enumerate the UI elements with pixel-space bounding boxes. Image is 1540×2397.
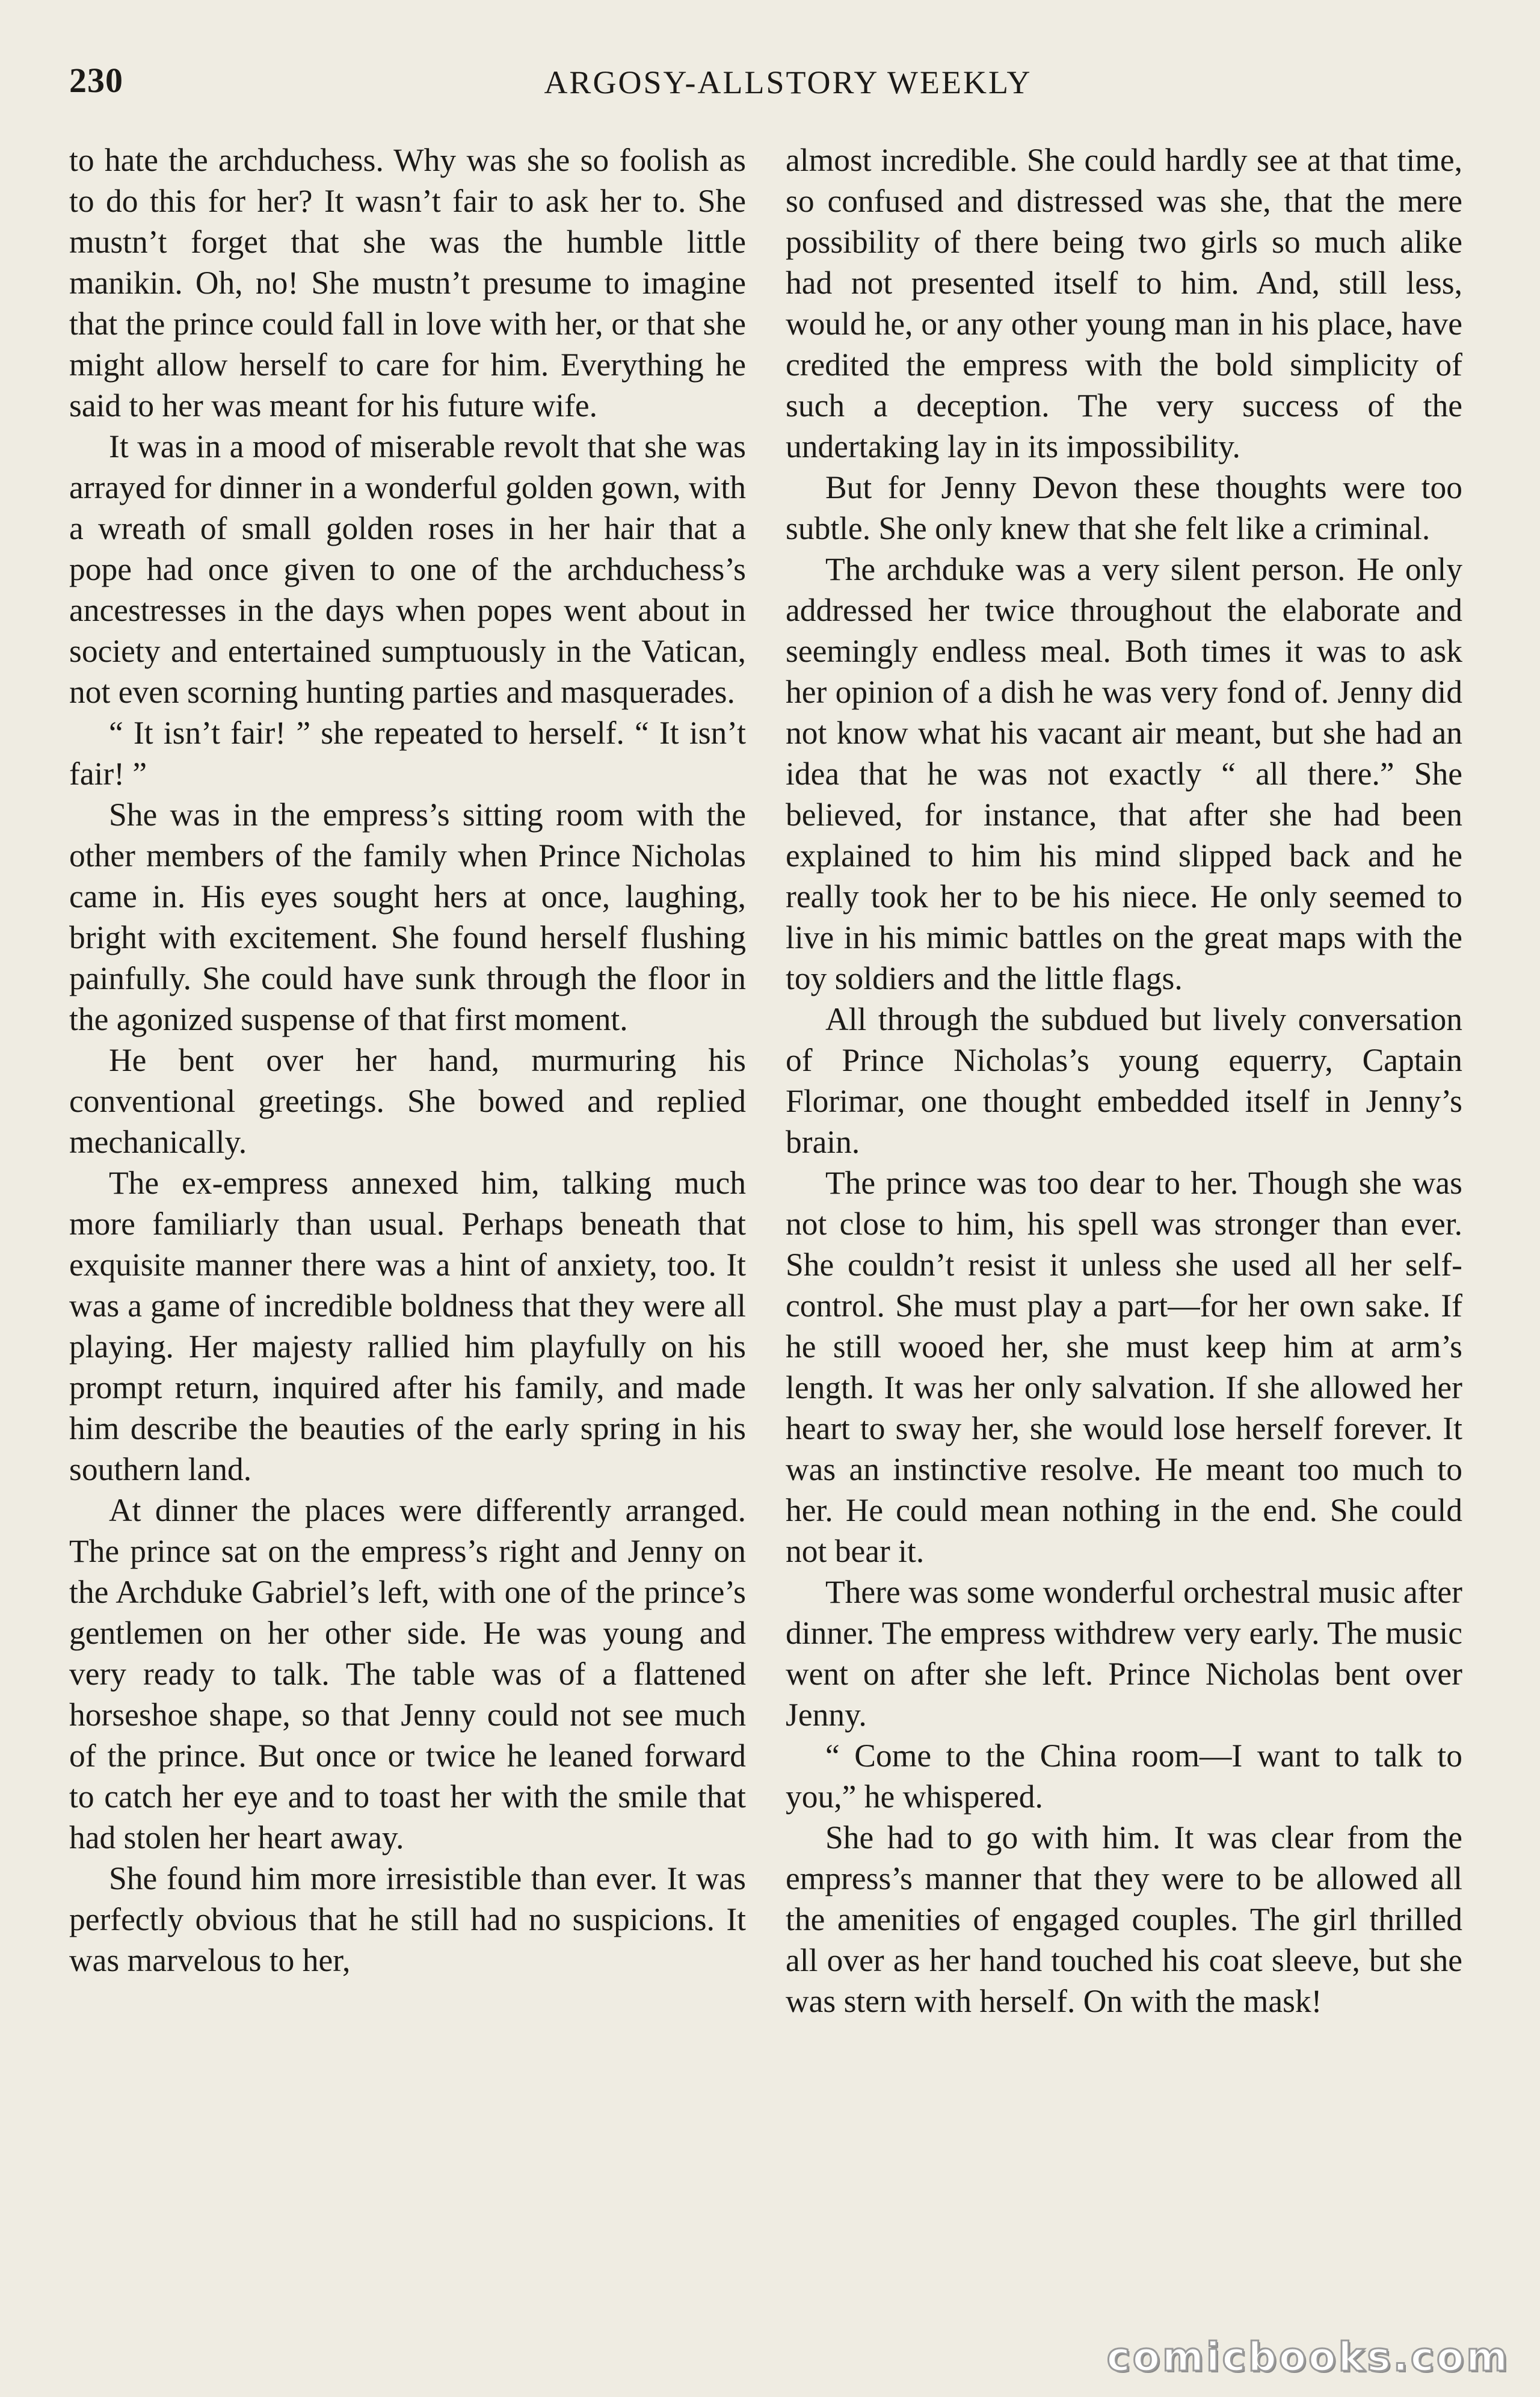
paragraph: She was in the empress’s sitting room with the other members of the family when Prince Nicholas came in. His eyes sought hers at once, laughing, bright with excitement. She found herself flushing painfully. She could have sunk through the floor in the agonized suspense of that first moment. <box>69 797 746 1037</box>
paragraph: There was some wonderful orchestral music after dinner. The empress withdrew very early. The music went on after she left. Prince Nicholas bent over Jenny. <box>786 1574 1462 1733</box>
paragraph: She had to go with him. It was clear from the empress’s manner that they were to be allowed all the amenities of engaged couples. The girl thrilled all over as her hand touched his coat sleeve, but she was stern with herself. On with the mask! <box>786 1819 1462 2019</box>
right-column <box>786 140 1462 2022</box>
paragraph: The archduke was a very silent person. He only addressed her twice throughout the elaborate and seemingly endless meal. Both times it was to ask her opinion of a dish he was very fond of. Jenny did not know what his vacant air meant, but she had an idea that he was not exactly “ all there.” She believed, for instance, that after she had been explained to him his mind slipped back and he really took her to be his niece. He only seemed to live in his mimic battles on the great maps with the toy soldiers and the little flags. <box>786 551 1462 996</box>
paragraph: The prince was too dear to her. Though she was not close to him, his spell was stronger than ever. She couldn’t resist it unless she used all her self-control. She must play a part—for her own sake. If he still wooed her, she must keep him at arm’s length. It was her only salvation. If she allowed her heart to sway her, she would lose herself forever. It was an instinctive resolve. He meant too much to her. He could mean nothing in the end. She could not bear it. <box>786 1165 1462 1569</box>
paragraph: The ex-empress annexed him, talking much more familiarly than usual. Perhaps beneath that exquisite manner there was a hint of anxiety, too. It was a game of incredible boldness that they were all playing. Her majesty rallied him playfully on his prompt return, inquired after his family, and made him describe the beauties of the early spring in his southern land. <box>69 1165 746 1487</box>
paragraph: to hate the archduchess. Why was she so foolish as to do this for her? It wasn’t fair to ask her to. She mustn’t forget that she was the humble little manikin. Oh, no! She mustn’t presume to imagine that the prince could fall in love with her, or that she might allow herself to care for him. Everything he said to her was meant for his future wife. <box>69 142 746 424</box>
page-number: 230 <box>69 61 123 100</box>
running-head: ARGOSY-ALLSTORY WEEKLY <box>544 64 1032 100</box>
left-column <box>69 140 746 1981</box>
paragraph: But for Jenny Devon these thoughts were too subtle. She only knew that she felt like a criminal. <box>786 469 1462 546</box>
paragraph: He bent over her hand, murmuring his conventional greetings. She bowed and replied mechanically. <box>69 1042 746 1160</box>
page-header <box>69 60 1471 108</box>
paragraph: “ Come to the China room—I want to talk to you,” he whispered. <box>786 1738 1462 1815</box>
paragraph: almost incredible. She could hardly see at that time, so confused and distressed was she, that the mere possibility of there being two girls so much alike had not presented itself to him. And, still less, would he, or any other young man in his place, have credited the empress with the bold simplicity of such a deception. The very success of the undertaking lay in its impossibility. <box>786 142 1462 464</box>
paragraph: “ It isn’t fair! ” she repeated to herself. “ It isn’t fair! ” <box>69 715 746 792</box>
paragraph: All through the subdued but lively conversation of Prince Nicholas’s young equerry, Captain Florimar, one thought embedded itself in Jenny’s brain. <box>786 1001 1462 1160</box>
paragraph: It was in a mood of miserable revolt that she was arrayed for dinner in a wonderful golden gown, with a wreath of small golden roses in her hair that a pope had once given to one of the archduchess’s ancestresses in the days when popes went about in society and entertained sumptuously in the Vatican, not even scorning hunting parties and masquerades. <box>69 428 746 710</box>
watermark-logo: comicbooks.com <box>1106 2334 1510 2380</box>
paragraph: She found him more irresistible than ever. It was perfectly obvious that he still had no suspicions. It was marvelous to her, <box>69 1860 746 1978</box>
paragraph: At dinner the places were differently arranged. The prince sat on the empress’s right and Jenny on the Archduke Gabriel’s left, with one of the prince’s gentlemen on her other side. He was young and very ready to talk. The table was of a flattened horseshoe shape, so that Jenny could not see much of the prince. But once or twice he leaned forward to catch her eye and to toast her with the smile that had stolen her heart away. <box>69 1492 746 1856</box>
